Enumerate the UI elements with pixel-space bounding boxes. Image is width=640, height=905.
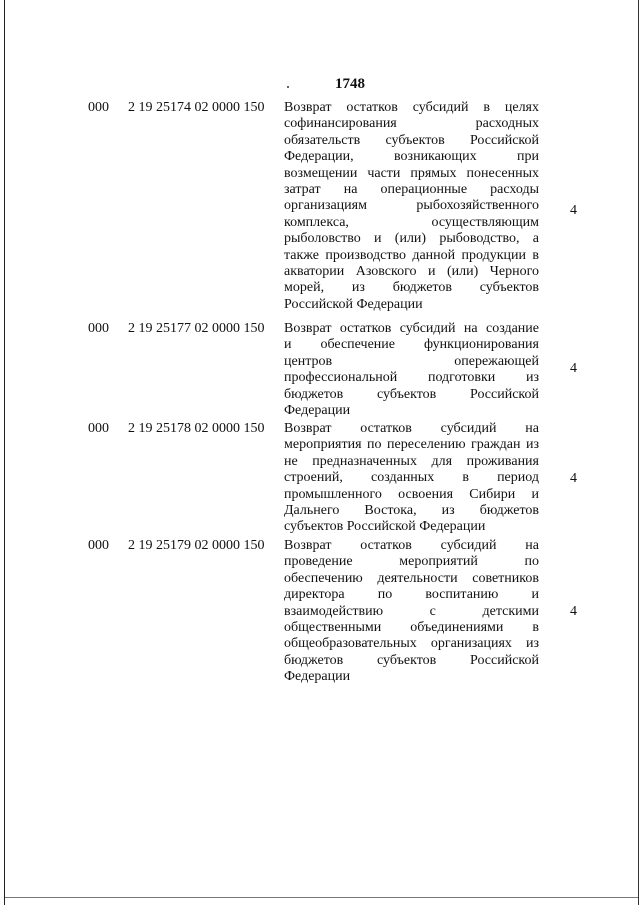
row-value: 4 <box>570 471 577 486</box>
description-line: затрат на операционные расходы <box>284 181 539 197</box>
description-line: Дальнего Востока, из бюджетов <box>284 502 539 518</box>
kbk-code: 2 19 25174 02 0000 150 <box>128 100 265 115</box>
description-line: рыболовство и (или) рыбоводство, а <box>284 231 539 247</box>
page-edge-left <box>4 0 5 905</box>
page-number: 1748 <box>335 76 365 92</box>
description-line: акватории Азовского и (или) Черного <box>284 263 539 279</box>
kbk-code: 2 19 25179 02 0000 150 <box>128 538 265 553</box>
row-description <box>284 421 539 536</box>
description-line: Возврат остатков субсидий на <box>284 421 539 436</box>
description-line: обеспечению деятельности советников <box>284 570 539 586</box>
description-line: также производство данной продукции в <box>284 247 539 263</box>
description-line: директора по воспитанию и <box>284 587 539 603</box>
scan-bottom-line <box>5 897 638 898</box>
page-edge-right <box>638 0 639 905</box>
description-line: софинансирования расходных <box>284 116 539 132</box>
admin-code: 000 <box>88 321 109 336</box>
description-line: комплекса, осуществляющим <box>284 214 539 230</box>
row-description <box>284 538 539 686</box>
row-value: 4 <box>570 203 577 218</box>
admin-code: 000 <box>88 421 109 436</box>
description-line: центров опережающей <box>284 353 539 369</box>
description-line: мероприятия по переселению граждан из <box>284 437 539 453</box>
description-line: Федерации <box>284 402 351 418</box>
description-line: промышленного освоения Сибири и <box>284 486 539 502</box>
description-line: Федерации <box>284 669 351 685</box>
description-line: бюджетов субъектов Российской <box>284 652 539 668</box>
description-line: обязательств субъектов Российской <box>284 132 539 148</box>
description-line: Российской Федерации <box>284 296 423 312</box>
description-line: общественными объединениями в <box>284 619 539 635</box>
description-line: не предназначенных для проживания <box>284 453 539 469</box>
row-description <box>284 321 539 419</box>
description-line: Возврат остатков субсидий в целях <box>284 100 539 115</box>
description-line: возмещении части прямых понесенных <box>284 165 539 181</box>
row-value: 4 <box>570 604 577 619</box>
description-line: субъектов Российской Федерации <box>284 519 486 535</box>
admin-code: 000 <box>88 538 109 553</box>
admin-code: 000 <box>88 100 109 115</box>
row-description <box>284 100 539 313</box>
description-line: организациям рыбохозяйственного <box>284 198 539 214</box>
description-line: Возврат остатков субсидий на создание <box>284 321 539 336</box>
description-line: и обеспечение функционирования <box>284 337 539 353</box>
kbk-code: 2 19 25177 02 0000 150 <box>128 321 265 336</box>
description-line: морей, из бюджетов субъектов <box>284 280 539 296</box>
row-value: 4 <box>570 361 577 376</box>
description-line: общеобразовательных организациях из <box>284 636 539 652</box>
kbk-code: 2 19 25178 02 0000 150 <box>128 421 265 436</box>
description-line: бюджетов субъектов Российской <box>284 386 539 402</box>
description-line: Федерации, возникающих при <box>284 149 539 165</box>
description-line: строений, созданных в период <box>284 470 539 486</box>
description-line: профессиональной подготовки из <box>284 370 539 386</box>
description-line: проведение мероприятий по <box>284 554 539 570</box>
description-line: Возврат остатков субсидий на <box>284 538 539 553</box>
description-line: взаимодействию с детскими <box>284 603 539 619</box>
